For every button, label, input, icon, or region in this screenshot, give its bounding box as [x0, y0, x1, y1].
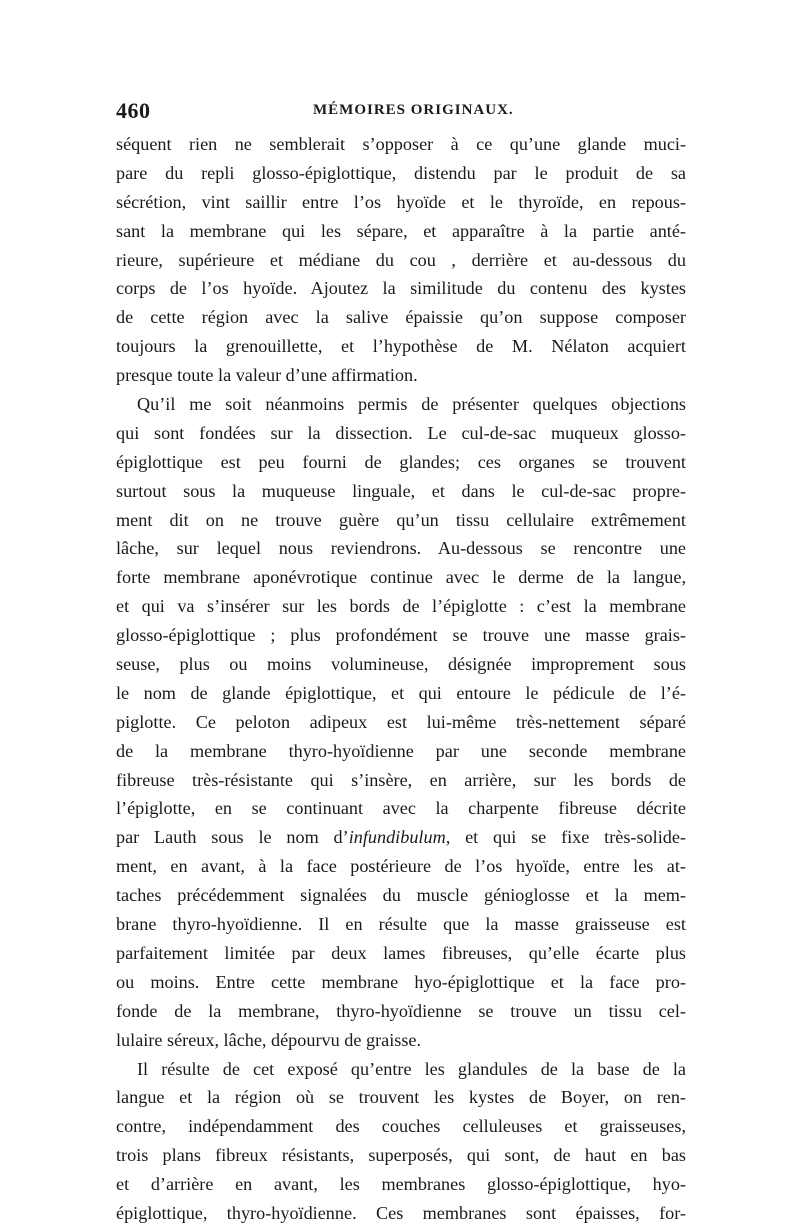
text-line: de cette région avec la salive épaissie qu’on suppose composer	[116, 307, 686, 328]
text-line: séquent rien ne semblerait s’opposer à ce qu’une glande muci-	[116, 134, 686, 154]
text-line: surtout sous la muqueuse linguale, et dans le cul-de-sac propre-	[116, 480, 686, 501]
text-segment: par Lauth sous le nom d’	[116, 827, 349, 848]
text-line: sant la membrane qui les sépare, et apparaître à la partie anté-	[116, 220, 686, 241]
text-line: langue et la région où se trouvent les kystes de Boyer, on ren-	[116, 1087, 686, 1108]
text-line: pare du repli glosso-épiglottique, distendu par le produit de sa	[116, 162, 686, 183]
text-line: toujours la grenouillette, et l’hypothèse de M. Nélaton acquiert	[116, 336, 686, 357]
text-line: et qui va s’insérer sur les bords de l’épiglotte : c’est la membrane	[116, 596, 686, 617]
paragraph-start-line: Qu’il me soit néanmoins permis de présenter quelques objections	[137, 394, 686, 415]
text-line: rieure, supérieure et médiane du cou , derrière et au-dessous du	[116, 249, 686, 270]
text-line: ment, en avant, à la face postérieure de l’os hyoïde, entre les at-	[116, 856, 686, 877]
text-line: sécrétion, vint saillir entre l’os hyoïde et le thyroïde, en repous-	[116, 191, 686, 212]
text-line: brane thyro-hyoïdienne. Il en résulte que la masse graisseuse est	[116, 914, 686, 935]
text-line: corps de l’os hyoïde. Ajoutez la similitude du contenu des kystes	[116, 278, 686, 299]
text-segment: et qui se fixe très-solide-	[450, 827, 686, 848]
text-line: piglotte. Ce peloton adipeux est lui-même très-nettement séparé	[116, 711, 686, 732]
paragraph-end-line: presque toute la valeur d’une affirmation.	[116, 365, 418, 386]
body-text	[116, 130, 686, 1228]
text-line: fonde de la membrane, thyro-hyoïdienne se trouve un tissu cel-	[116, 1000, 686, 1021]
text-line: de la membrane thyro-hyoïdienne par une seconde membrane	[116, 740, 686, 761]
text-line: trois plans fibreux résistants, superposés, qui sont, de haut en bas	[116, 1145, 686, 1166]
text-line: glosso-épiglottique ; plus profondément se trouve une masse grais-	[116, 625, 686, 646]
text-line: l’épiglotte, en se continuant avec la charpente fibreuse décrite	[116, 798, 686, 819]
paragraph-start-line: Il résulte de cet exposé qu’entre les glandules de la base de la	[137, 1058, 686, 1079]
running-title: MÉMOIRES ORIGINAUX.	[313, 102, 514, 118]
text-line: épiglottique est peu fourni de glandes; ces organes se trouvent	[116, 451, 686, 472]
page-number: 460	[116, 98, 151, 123]
text-line: parfaitement limitée par deux lames fibreuses, qu’elle écarte plus	[116, 942, 686, 963]
text-line: le nom de glande épiglottique, et qui entoure le pédicule de l’é-	[116, 682, 686, 703]
running-header	[116, 98, 686, 128]
text-line: ment dit on ne trouve guère qu’un tissu cellulaire extrêmement	[116, 509, 686, 530]
text-line: seuse, plus ou moins volumineuse, désignée improprement sous	[116, 654, 686, 675]
text-line: et d’arrière en avant, les membranes glosso-épiglottique, hyo-	[116, 1174, 686, 1195]
text-line: forte membrane aponévrotique continue avec le derme de la langue,	[116, 567, 686, 588]
italic-term: infundibulum,	[348, 827, 451, 848]
text-line: qui sont fondées sur la dissection. Le cul-de-sac muqueux glosso-	[116, 422, 686, 443]
text-line: contre, indépendamment des couches celluleuses et graisseuses,	[116, 1116, 686, 1137]
paragraph-end-line: lulaire séreux, lâche, dépourvu de graisse.	[116, 1029, 422, 1050]
text-line: lâche, sur lequel nous reviendrons. Au-dessous se rencontre une	[116, 538, 686, 559]
text-line: ou moins. Entre cette membrane hyo-épiglottique et la face pro-	[116, 971, 686, 992]
text-line: épiglottique, thyro-hyoïdienne. Ces membranes sont épaisses, for-	[116, 1202, 686, 1223]
text-line: fibreuse très-résistante qui s’insère, en arrière, sur les bords de	[116, 769, 686, 790]
text-line-with-italic	[116, 823, 686, 852]
text-line: taches précédemment signalées du muscle génioglosse et la mem-	[116, 885, 686, 906]
